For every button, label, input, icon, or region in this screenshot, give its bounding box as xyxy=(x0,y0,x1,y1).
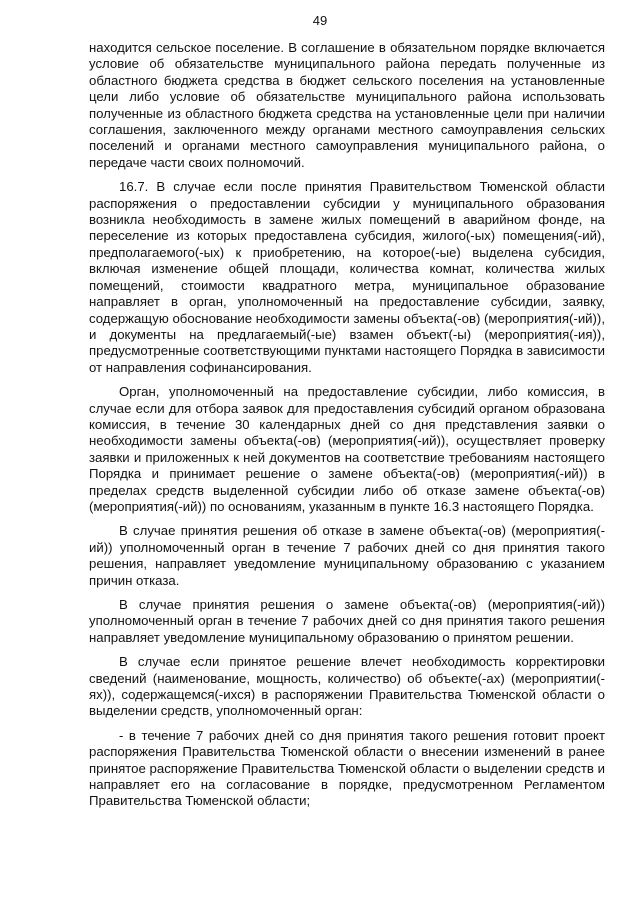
page-number: 49 xyxy=(312,13,328,28)
paragraph: В случае если принятое решение влечет необходимость корректировки сведений (наименование, мощность, количество) об объекте(-ах) (мероприятии(-ях)), содержащемся(-ихся) в распоряжении Правительства Тюменской области о выделении средств, уполномоченный орган: xyxy=(89,654,605,719)
paragraph: В случае принятия решения о замене объекта(-ов) (мероприятия(-ий)) уполномоченный орган в течение 7 рабочих дней со дня принятия такого решения направляет уведомление муниципальному образованию о принятом решении. xyxy=(89,597,605,645)
paragraph: В случае принятия решения об отказе в замене объекта(-ов) (мероприятия(-ий)) уполномоченный орган в течение 7 рабочих дней со дня принятия такого решения, направляет уведомление муниципальному образованию с указанием причин отказа. xyxy=(89,523,605,588)
paragraph: - в течение 7 рабочих дней со дня принятия такого решения готовит проект распоряжения Правительства Тюменской области о внесении изменений в ранее принятое распоряжение Правительства Тюменской области о выделении средств и направляет его на согласование в порядке, предусмотренном Регламентом Правительства Тюменской области; xyxy=(89,727,605,809)
paragraph: 16.7. В случае если после принятия Правительством Тюменской области распоряжения о предоставлении субсидии у муниципального образования возникла необходимость в замене жилых помещений в аварийном фонде, на переселение из которых предоставлена субсидия, жилого(-ых) помещения(-ий), предполагаемого(-ых) к приобретению, на которое(-ые) выделена субсидия, включая изменение общей площади, количества комнат, количества жилых помещений, стоимости квадратного метра, муниципальное образование направляет в орган, уполномоченный на предоставление субсидии, заявку, содержащую обоснование необходимости замены объекта(-ов) (мероприятия(-ий)), и документы на предлагаемый(-ые) взамен объект(-ы) (мероприятия(-ия)), предусмотренные соответствующими пунктами настоящего Порядка в зависимости от направления софинансирования. xyxy=(89,179,605,375)
paragraph: Орган, уполномоченный на предоставление субсидии, либо комиссия, в случае если для отбора заявок для предоставления субсидий органом образована комиссия, в течение 30 календарных дней со дня представления заявки о необходимости замены объекта(-ов) (мероприятия(-ий)), осуществляет проверку заявки и приложенных к ней документов на соответствие требованиям настоящего Порядка и принимает решение о замене объекта(-ов) (мероприятия(-ий)) в пределах средств выделенной субсидии либо об отказе замене объекта(-ов) (мероприятия(-ий)) по основаниям, указанным в пункте 16.3 настоящего Порядка. xyxy=(89,384,605,514)
paragraph: находится сельское поселение. В соглашение в обязательном порядке включается условие об обязательстве муниципального района передать полученные из областного бюджета средства в бюджет сельского поселения на установленные цели либо условие об обязательстве муниципального района использовать полученные из областного бюджета средства на установленные цели при наличии соглашения, заключенного между органами местного самоуправления сельских поселений и органами местного самоуправления муниципального района, о передаче части своих полномочий. xyxy=(89,40,605,170)
document-body xyxy=(89,40,605,818)
